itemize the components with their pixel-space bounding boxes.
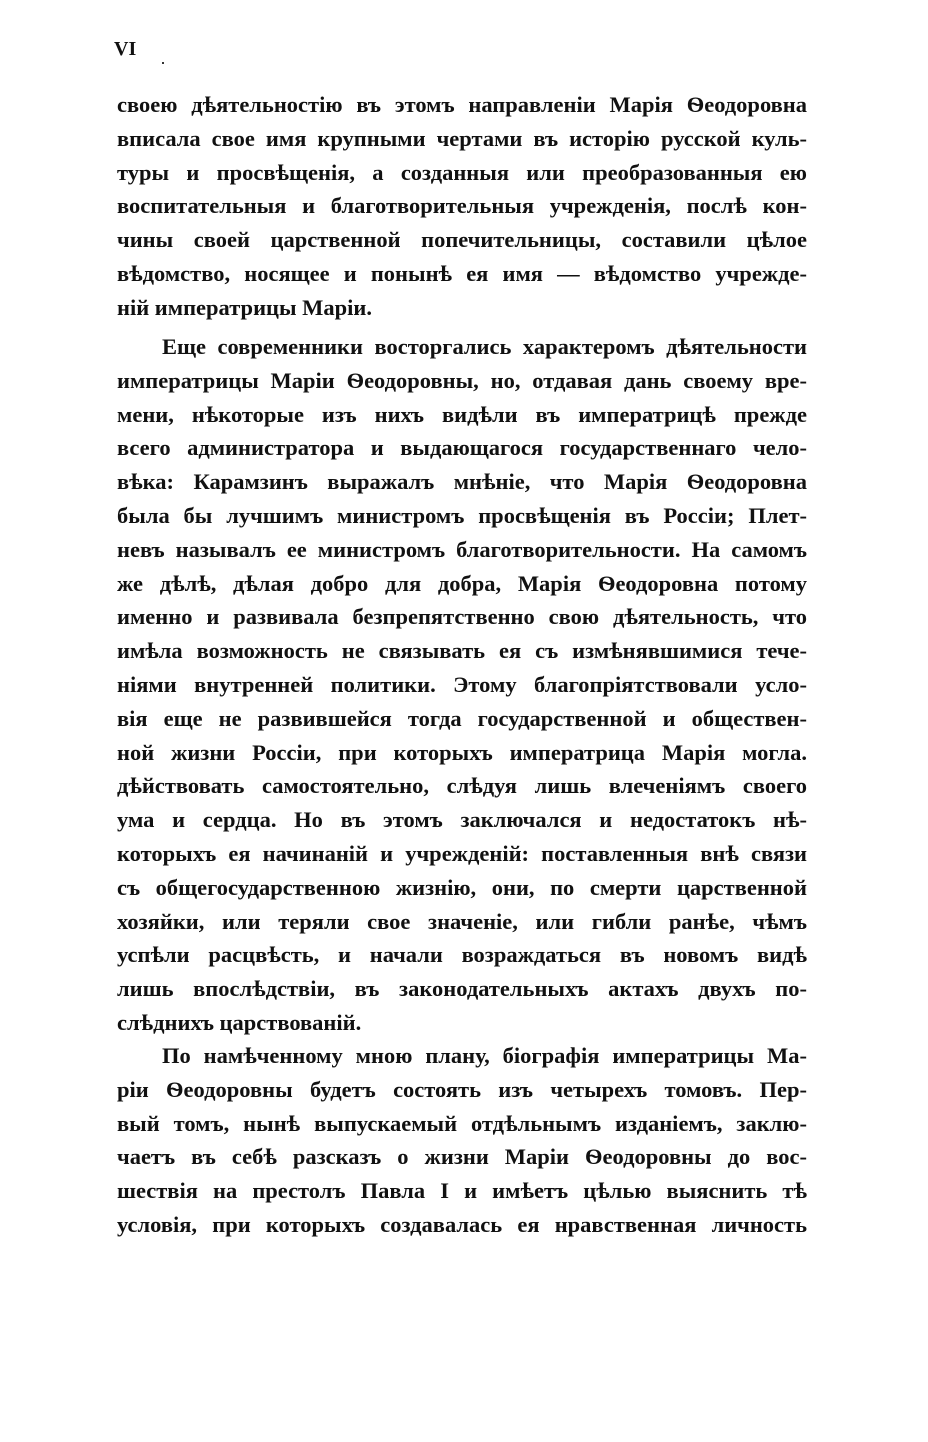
- text-line: мени, нѣкоторые изъ нихъ видѣли въ императрицѣ прежде: [117, 401, 807, 427]
- text-line: вія еще не развившейся тогда государственной и обществен-: [117, 705, 807, 731]
- text-line: По намѣченному мною плану, біографія императрицы Ма-: [162, 1043, 807, 1068]
- page-number: VI: [114, 38, 137, 60]
- paragraph-2: [117, 330, 807, 1040]
- paragraph-3: [117, 1039, 807, 1242]
- text-line: ной жизни Россіи, при которыхъ императрица Марія могла.: [117, 739, 807, 765]
- text-line: вый томъ, нынѣ выпускаемый отдѣльнымъ изданіемъ, заклю-: [117, 1110, 807, 1136]
- text-line: ніями внутренней политики. Этому благопріятствовали усло-: [117, 671, 807, 697]
- text-line: своею дѣятельностію въ этомъ направленіи Марія Ѳеодоровна: [117, 92, 807, 117]
- text-line: которыхъ ея начинаній и учрежденій: поставленныя внѣ связи: [117, 840, 807, 866]
- text-line: слѣднихъ царствованій.: [117, 1009, 362, 1035]
- text-line: воспитательныя и благотворительныя учрежденія, послѣ кон-: [117, 193, 807, 219]
- text-line: ній императрицы Маріи.: [117, 294, 373, 320]
- text-line: именно и развивала безпрепятственно свою дѣятельность, что: [117, 604, 807, 630]
- text-line: же дѣлѣ, дѣлая добро для добра, Марія Ѳеодоровна потому: [117, 570, 807, 596]
- text-line: условія, при которыхъ создавалась ея нравственная личность: [117, 1211, 807, 1237]
- text-line: имѣла возможность не связывать ея съ измѣнявшимися тече-: [117, 638, 807, 664]
- text-line: невъ называлъ ее министромъ благотворительности. На самомъ: [117, 536, 807, 562]
- text-line: дѣйствовать самостоятельно, слѣдуя лишь влеченіямъ своего: [117, 773, 807, 799]
- text-line: хозяйки, или теряли свое значеніе, или гибли ранѣе, чѣмъ: [117, 908, 807, 934]
- text-line: ума и сердца. Но въ этомъ заключался и недостатокъ нѣ-: [117, 807, 807, 833]
- text-line: была бы лучшимъ министромъ просвѣщенія въ Россіи; Плет-: [117, 502, 807, 528]
- paragraph-1: [117, 88, 807, 325]
- text-line: вѣдомство, носящее и понынѣ ея имя — вѣдомство учрежде-: [117, 260, 807, 286]
- text-line: вѣка: Карамзинъ выражалъ мнѣніе, что Марія Ѳеодоровна: [117, 469, 807, 495]
- text-line: ріи Ѳеодоровны будетъ состоять изъ четырехъ томовъ. Пер-: [117, 1076, 807, 1102]
- text-line: успѣли расцвѣсть, и начали возраждаться въ новомъ видѣ: [117, 942, 807, 968]
- text-line: императрицы Маріи Ѳеодоровны, но, отдавая дань своему вре-: [117, 367, 807, 393]
- text-line: вписала свое имя крупными чертами въ исторію русской куль-: [117, 125, 807, 151]
- text-line: туры и просвѣщенія, а созданныя или преобразованныя ею: [117, 159, 807, 185]
- text-line: чаетъ въ себѣ разсказъ о жизни Маріи Ѳеодоровны до вос-: [117, 1144, 807, 1170]
- text-line: лишь впослѣдствіи, въ законодательныхъ актахъ двухъ по-: [117, 976, 807, 1002]
- text-line: чины своей царственной попечительницы, составили цѣлое: [117, 227, 807, 253]
- print-speck: [162, 62, 164, 64]
- text-line: всего администратора и выдающагося государственнаго чело-: [117, 435, 807, 461]
- text-line: съ общегосударственною жизнію, они, по смерти царственной: [117, 874, 807, 900]
- text-line: Еще современники восторгались характеромъ дѣятельности: [162, 334, 807, 359]
- text-line: шествія на престолъ Павла I и имѣетъ цѣлью выяснить тѣ: [117, 1178, 807, 1204]
